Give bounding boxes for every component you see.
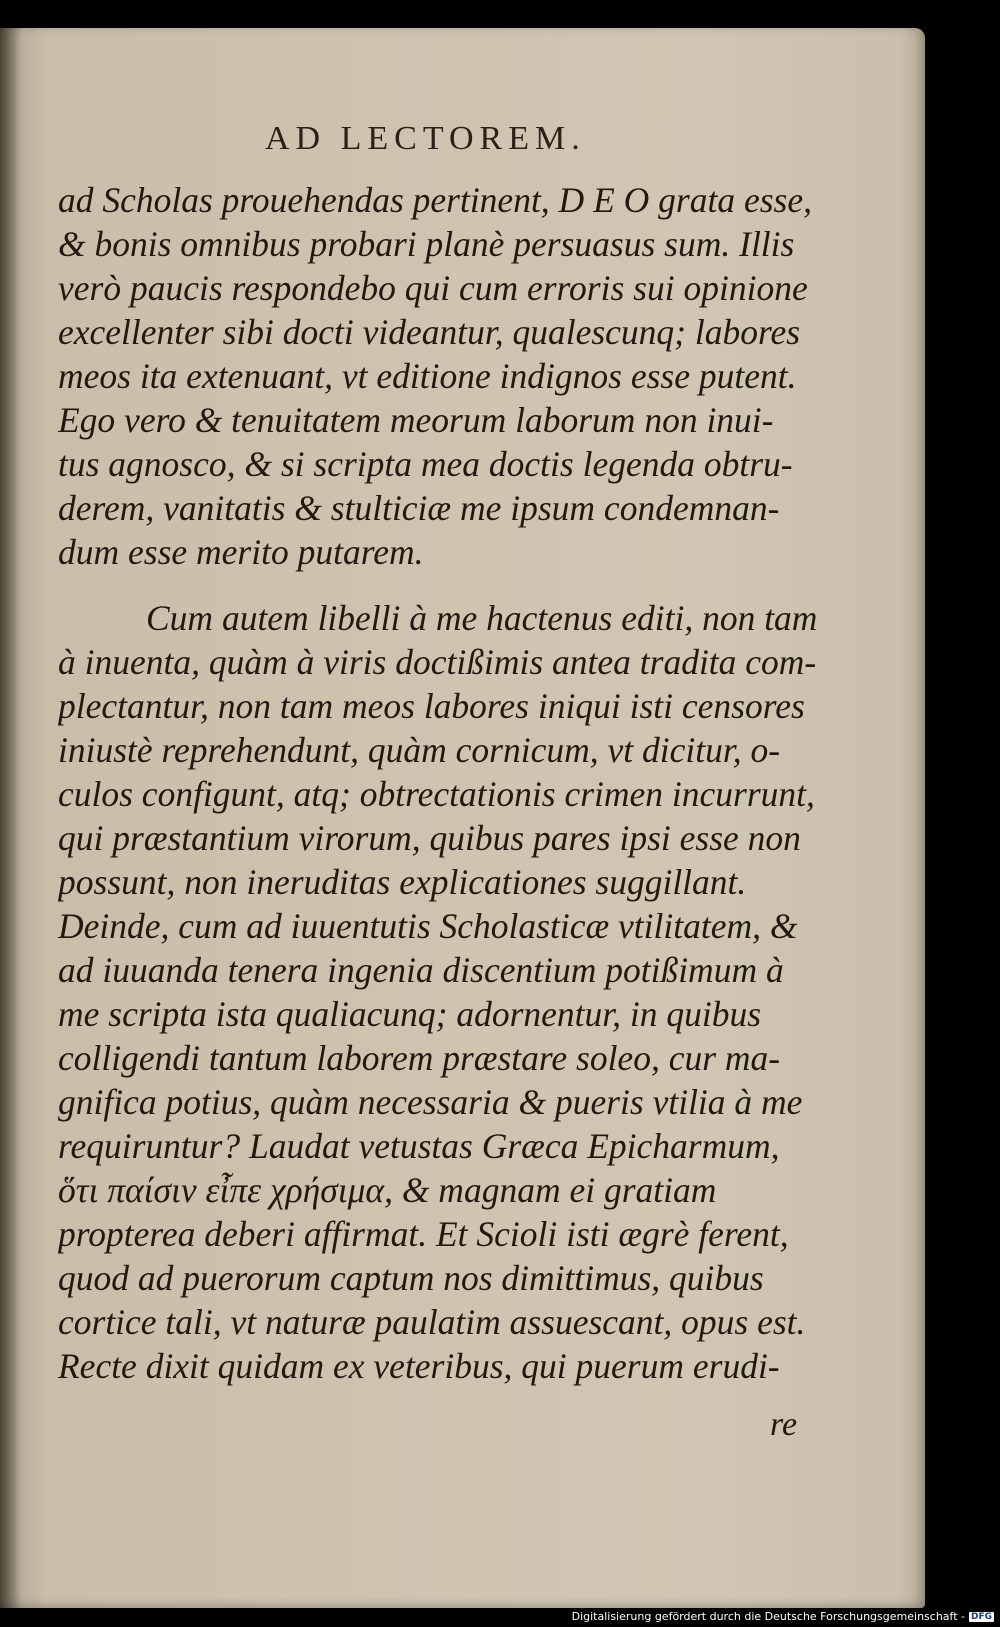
text-line: tus agnosco, & si scripta mea doctis legenda obtru- xyxy=(58,444,793,484)
text-line: Deinde, cum ad iuuentutis Scholasticæ vtilitatem, & xyxy=(58,906,798,946)
greek-text-line: ὅτι παίσιν εἶπε χρήσιμα, & magnam ei gratiam xyxy=(58,1170,717,1210)
text-line: & bonis omnibus probari planè persuasus sum. Illis xyxy=(58,224,795,264)
dfg-logo: DFG xyxy=(970,1611,992,1622)
book-page xyxy=(0,28,925,1608)
text-line: possunt, non ineruditas explicationes suggillant. xyxy=(58,862,747,902)
text-line: me scripta ista qualiacunq; adornentur, in quibus xyxy=(58,994,762,1034)
text-line: excellenter sibi docti videantur, qualescunq; labores xyxy=(58,312,801,352)
text-line: qui præstantium virorum, quibus pares ipsi esse non xyxy=(58,818,801,858)
body-text xyxy=(58,178,818,1388)
text-line: culos configunt, atq; obtrectationis crimen incurrunt, xyxy=(58,774,815,814)
paragraph-start-line: Cum autem libelli à me hactenus editi, non tam xyxy=(146,598,818,638)
text-line: requiruntur? Laudat vetustas Græca Epicharmum, xyxy=(58,1126,780,1166)
text-line: meos ita extenuant, vt editione indignos esse putent. xyxy=(58,356,797,396)
text-line: plectantur, non tam meos labores iniqui isti censores xyxy=(58,686,805,726)
text-line: derem, vanitatis & stulticiæ me ipsum condemnan- xyxy=(58,488,780,528)
credit-text: Digitalisierung gefördert durch die Deutsche Forschungsgemeinschaft - xyxy=(571,1610,965,1623)
catchword: re xyxy=(770,1406,798,1443)
running-head: AD LECTOREM. xyxy=(265,120,586,157)
text-line: Ego vero & tenuitatem meorum laborum non inui- xyxy=(58,400,774,440)
digitization-credit xyxy=(572,1610,994,1623)
text-line: gnifica potius, quàm necessaria & pueris vtilia à me xyxy=(58,1082,803,1122)
text-line: Recte dixit quidam ex veteribus, qui puerum erudi- xyxy=(58,1346,780,1386)
text-line: iniustè reprehendunt, quàm cornicum, vt dicitur, o- xyxy=(58,730,781,770)
text-line: à inuenta, quàm à viris doctißimis antea tradita com- xyxy=(58,642,817,682)
text-line: quod ad puerorum captum nos dimittimus, quibus xyxy=(58,1258,764,1298)
text-line: ad iuuanda tenera ingenia discentium potißimum à xyxy=(58,950,784,990)
text-line: verò paucis respondebo qui cum erroris sui opinione xyxy=(58,268,808,308)
text-line: propterea deberi affirmat. Et Scioli isti ægrè ferent, xyxy=(58,1214,789,1254)
text-line: cortice tali, vt naturæ paulatim assuescant, opus est. xyxy=(58,1302,806,1342)
text-line: dum esse merito putarem. xyxy=(58,532,424,572)
text-line: colligendi tantum laborem præstare soleo, cur ma- xyxy=(58,1038,781,1078)
text-line: ad Scholas prouehendas pertinent, D E O grata esse, xyxy=(58,180,812,220)
